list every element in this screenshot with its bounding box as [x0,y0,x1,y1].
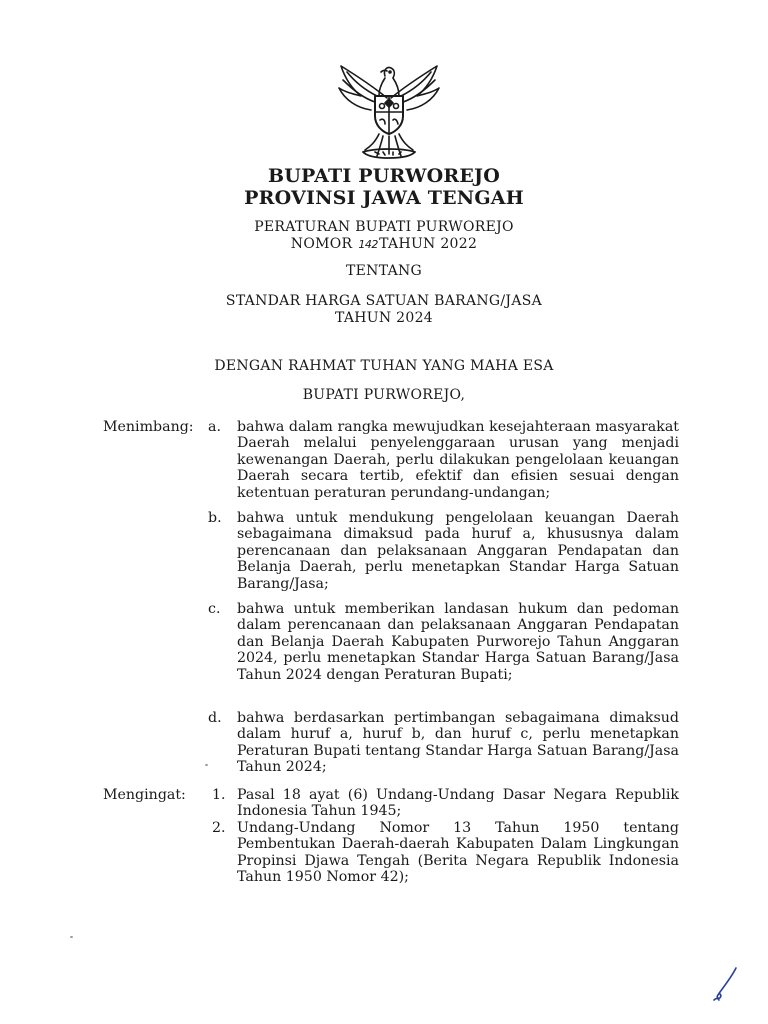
mengingat-item-1: Pasal 18 ayat (6) Undang-Undang Dasar Negara Republik Indonesia Tahun 1945; [237,787,679,820]
subject-line-1: STANDAR HARGA SATUAN BARANG/JASA [225,293,543,309]
scan-speck [70,936,73,938]
item-marker: a. [208,419,221,435]
item-marker: 2. [212,820,226,836]
item-marker: b. [208,510,222,526]
menimbang-item-a: bahwa dalam rangka mewujudkan kesejahteraan masyarakat Daerah melalui penyelenggaraan urusan yang menjadi kewenangan Daerah, perlu dilakukan pengelolaan keuangan Daerah secara tertib, efektif dan efisien sesuai dengan ketentuan peraturan perundang-undangan; [237,419,679,501]
number-suffix: TAHUN 2022 [379,236,478,252]
issuer: BUPATI PURWOREJO, [302,387,466,403]
regulation-number [0,236,768,252]
garuda-emblem-icon [335,58,443,162]
mengingat-item-2: Undang-Undang Nomor 13 Tahun 1950 tentang Pembentukan Daerah-daerah Kabupaten Dalam Lingkungan Propinsi Djawa Tengah (Berita Negara Republik Indonesia Tahun 1950 Nomor 42); [237,820,679,886]
menimbang-item-d: bahwa berdasarkan pertimbangan sebagaimana dimaksud dalam huruf a, huruf b, dan huruf c, perlu menetapkan Peraturan Bupati tentang Standar Harga Satuan Barang/Jasa Tahun 2024; [237,710,679,776]
number-prefix: NOMOR [290,236,353,252]
item-marker: c. [208,601,221,617]
menimbang-item-b: bahwa untuk mendukung pengelolaan keuangan Daerah sebagaimana dimaksud pada huruf a, khususnya dalam perencanaan dan pelaksanaan Anggaran Pendapatan dan Belanja Daerah, perlu menetapkan Standar Harga Satuan Barang/Jasa; [237,510,679,592]
subject-line-2: TAHUN 2024 [334,310,434,326]
authority-title: BUPATI PURWOREJO [267,165,500,187]
paraf-signature-icon [706,964,746,1004]
regulation-title: PERATURAN BUPATI PURWOREJO [254,219,514,235]
scan-speck [205,764,208,766]
about-label: TENTANG [345,263,423,279]
mengingat-label: Mengingat: [103,787,186,803]
handwritten-number: 142 [358,238,378,251]
preamble: DENGAN RAHMAT TUHAN YANG MAHA ESA [214,358,554,374]
province-title: PROVINSI JAWA TENGAH [244,187,524,209]
item-marker: d. [208,710,222,726]
menimbang-item-c: bahwa untuk memberikan landasan hukum dan pedoman dalam perencanaan dan pelaksanaan Anggaran Pendapatan dan Belanja Daerah Kabupaten Purworejo Tahun Anggaran 2024, perlu menetapkan Standar Harga Satuan Barang/Jasa Tahun 2024 dengan Peraturan Bupati; [237,601,679,683]
menimbang-label: Menimbang: [103,419,194,435]
item-marker: 1. [212,787,226,803]
